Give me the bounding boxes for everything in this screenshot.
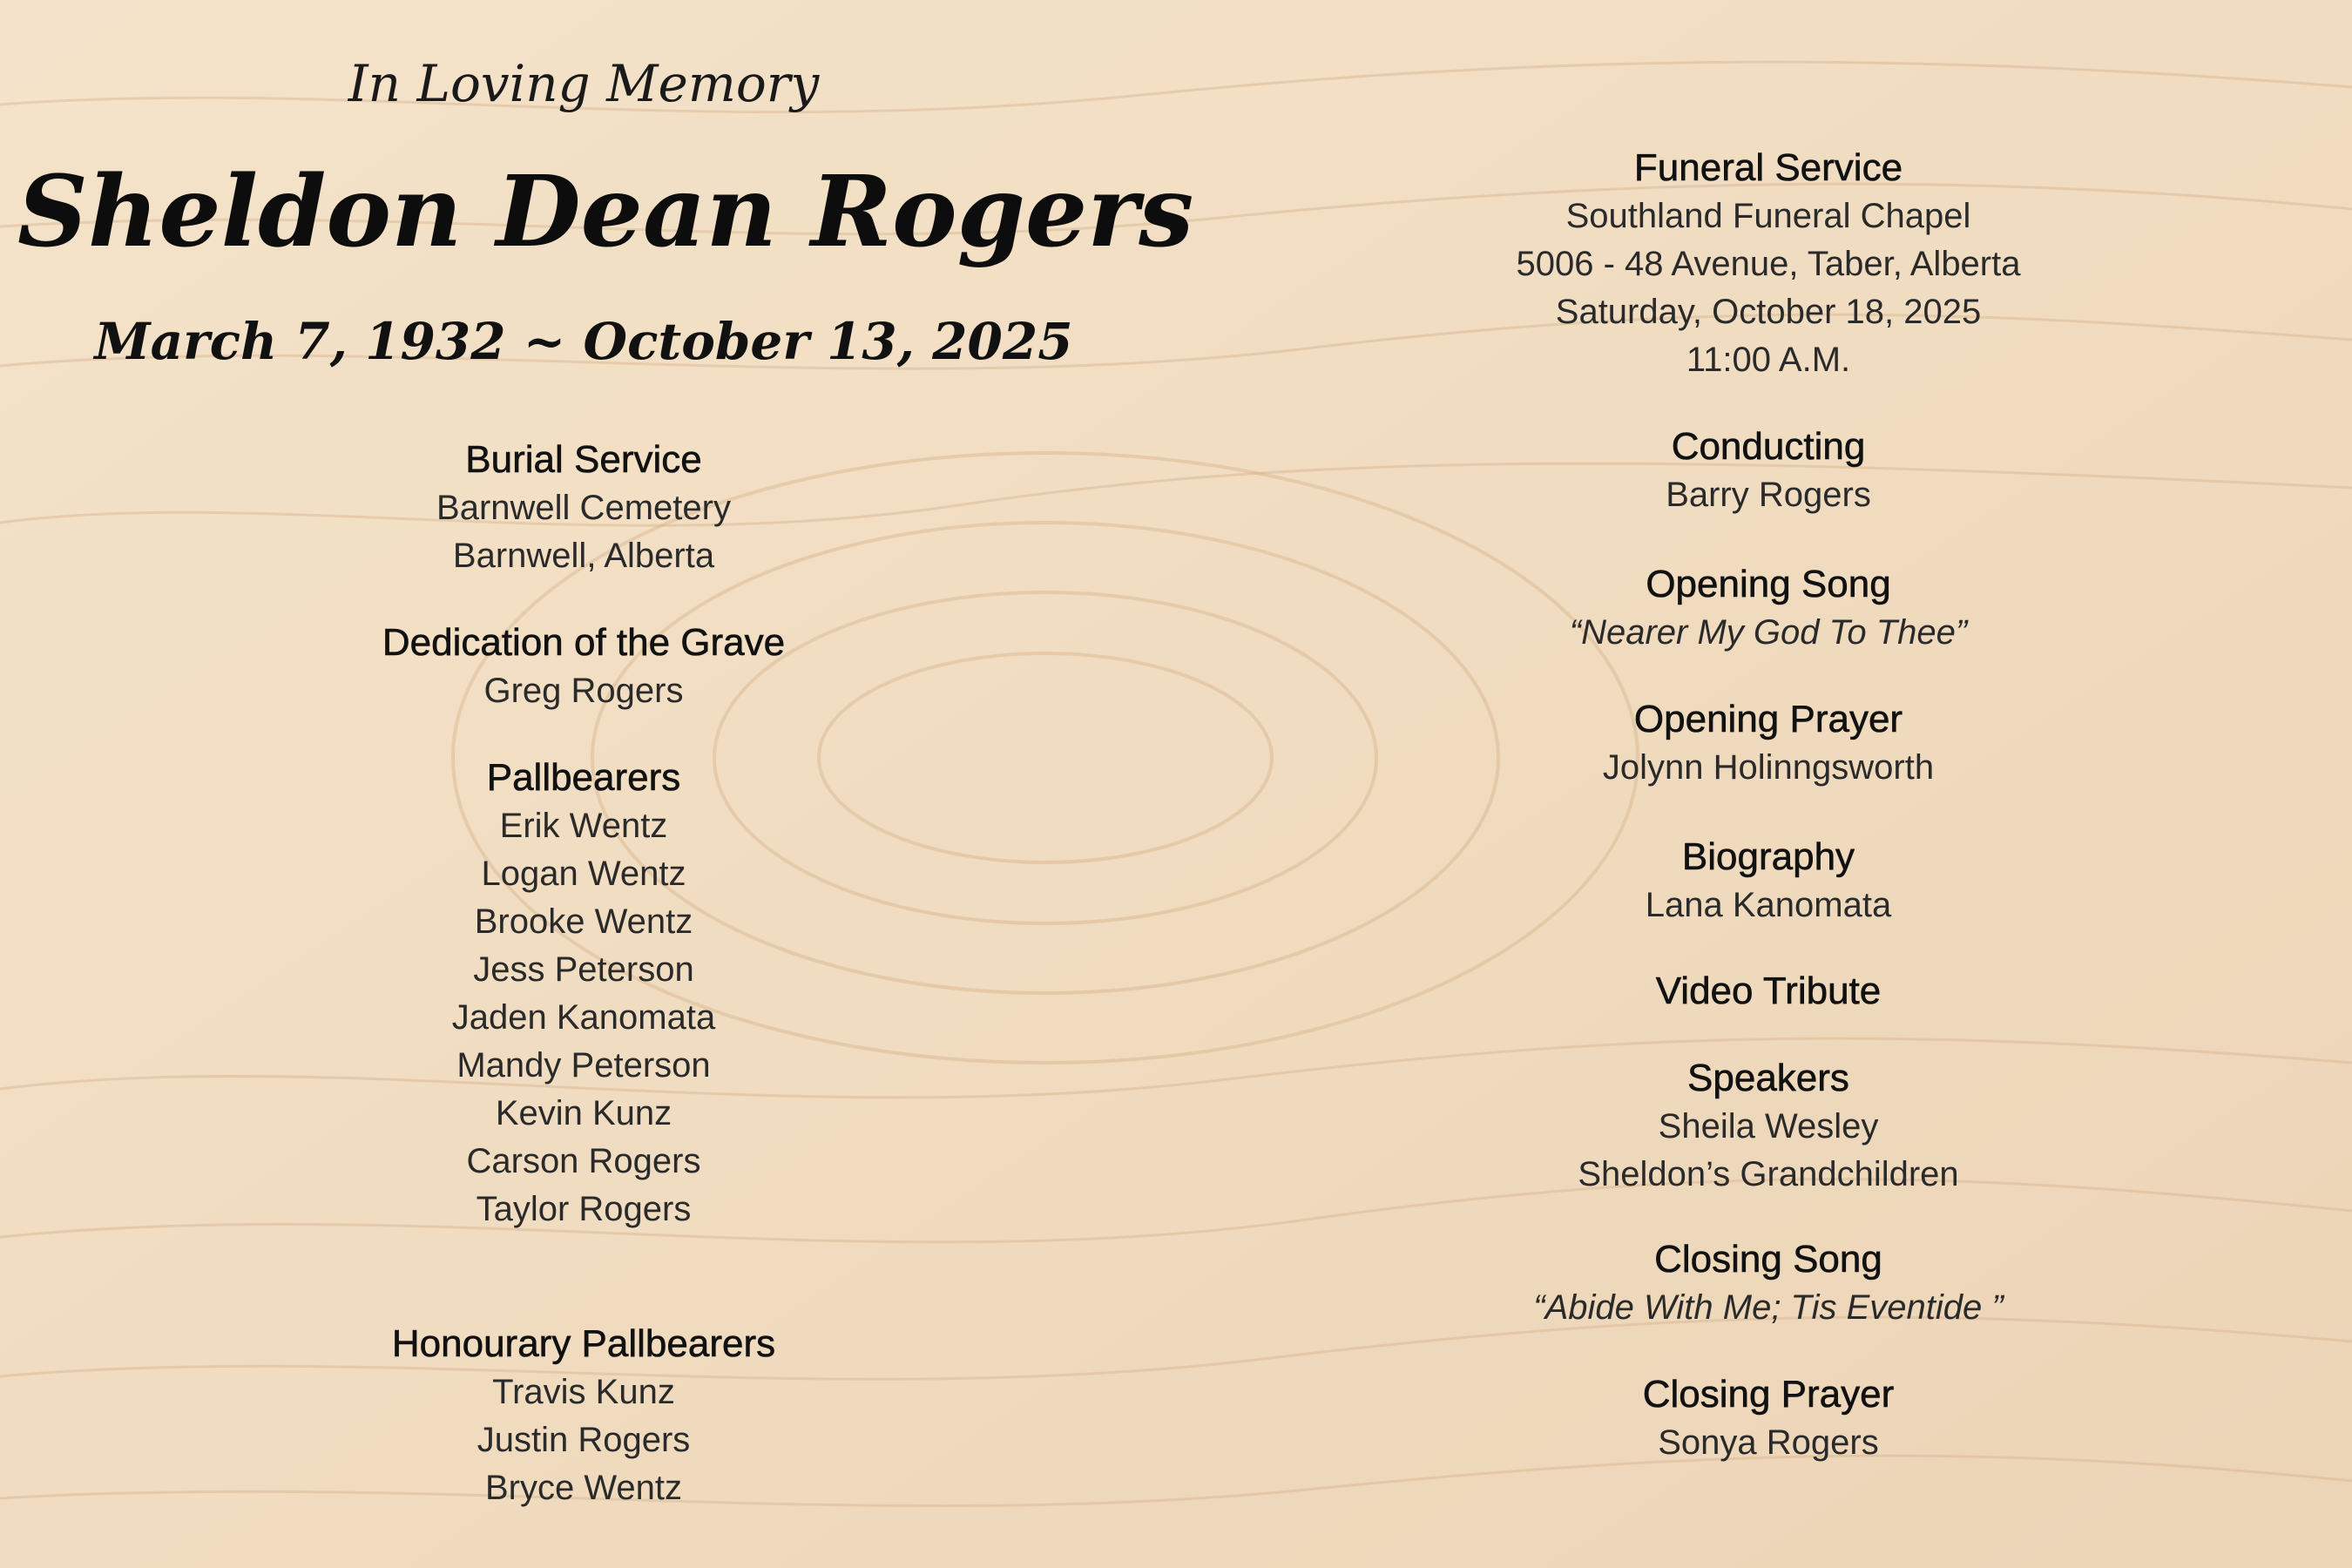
- speaker-name: Sheldon’s Grandchildren: [1578, 1155, 1959, 1193]
- deceased-name: Sheldon Dean Rogers: [17, 155, 1194, 269]
- pallbearer-name: Jess Peterson: [473, 950, 694, 989]
- opening-prayer-name: Jolynn Holinngsworth: [1602, 748, 1935, 787]
- dedication-name: Greg Rogers: [483, 672, 684, 710]
- pallbearer-name: Mandy Peterson: [456, 1046, 711, 1085]
- closing-song-section: [1333, 1235, 2204, 1332]
- pallbearer-name: Carson Rogers: [466, 1142, 701, 1180]
- biography-heading: Biography: [1681, 835, 1855, 878]
- opening-song-title: “Nearer My God To Thee”: [1569, 613, 1968, 652]
- conducting-name: Barry Rogers: [1666, 476, 1871, 514]
- closing-prayer-name: Sonya Rogers: [1658, 1423, 1879, 1462]
- speakers-heading: Speakers: [1687, 1057, 1849, 1099]
- funeral-detail-line: 5006 - 48 Avenue, Taber, Alberta: [1516, 245, 2021, 283]
- honourary-pallbearer-name: Travis Kunz: [492, 1373, 675, 1411]
- closing-song-title: “Abide With Me; Tis Eventide ”: [1533, 1288, 2004, 1327]
- burial-service-heading: Burial Service: [465, 438, 702, 481]
- opening-song-section: [1333, 560, 2204, 657]
- biography-name: Lana Kanomata: [1645, 886, 1892, 924]
- pallbearer-name: Jaden Kanomata: [451, 998, 716, 1037]
- pallbearer-name: Erik Wentz: [499, 807, 668, 845]
- burial-location-line: Barnwell, Alberta: [452, 537, 715, 575]
- honourary-pallbearers-section: [17, 1320, 1150, 1512]
- speakers-section: [1333, 1054, 2204, 1199]
- conducting-section: [1333, 422, 2204, 519]
- pallbearers-heading: Pallbearers: [486, 756, 681, 799]
- dedication-heading: Dedication of the Grave: [382, 621, 786, 664]
- funeral-detail-line: 11:00 A.M.: [1686, 341, 1851, 379]
- video-tribute-heading: Video Tribute: [1655, 970, 1882, 1012]
- pallbearer-name: Kevin Kunz: [495, 1094, 672, 1132]
- closing-prayer-heading: Closing Prayer: [1642, 1373, 1895, 1416]
- burial-location-line: Barnwell Cemetery: [436, 489, 731, 527]
- honourary-pallbearer-name: Justin Rogers: [476, 1421, 691, 1459]
- opening-song-heading: Opening Song: [1646, 563, 1891, 605]
- pallbearer-name: Logan Wentz: [481, 855, 686, 893]
- pallbearer-name: Brooke Wentz: [474, 902, 693, 941]
- burial-service-section: [17, 436, 1150, 580]
- memory-line: In Loving Memory: [348, 54, 820, 113]
- funeral-service-section: [1333, 144, 2204, 384]
- speaker-name: Sheila Wesley: [1658, 1107, 1879, 1146]
- opening-prayer-section: [1333, 695, 2204, 792]
- opening-prayer-heading: Opening Prayer: [1633, 698, 1903, 740]
- life-dates: March 7, 1932 ~ October 13, 2025: [94, 312, 1073, 371]
- closing-prayer-section: [1333, 1370, 2204, 1467]
- funeral-detail-line: Saturday, October 18, 2025: [1555, 293, 1982, 331]
- pallbearer-name: Taylor Rogers: [476, 1190, 692, 1228]
- funeral-detail-line: Southland Funeral Chapel: [1565, 197, 1971, 235]
- video-tribute-section: [1333, 967, 2204, 1016]
- dedication-section: [17, 618, 1150, 715]
- funeral-service-heading: Funeral Service: [1633, 146, 1903, 189]
- conducting-heading: Conducting: [1671, 425, 1866, 468]
- honourary-pallbearer-name: Bryce Wentz: [485, 1469, 682, 1507]
- biography-section: [1333, 833, 2204, 929]
- honourary-pallbearers-heading: Honourary Pallbearers: [391, 1322, 776, 1365]
- pallbearers-section: [17, 754, 1150, 1233]
- closing-song-heading: Closing Song: [1654, 1238, 1882, 1281]
